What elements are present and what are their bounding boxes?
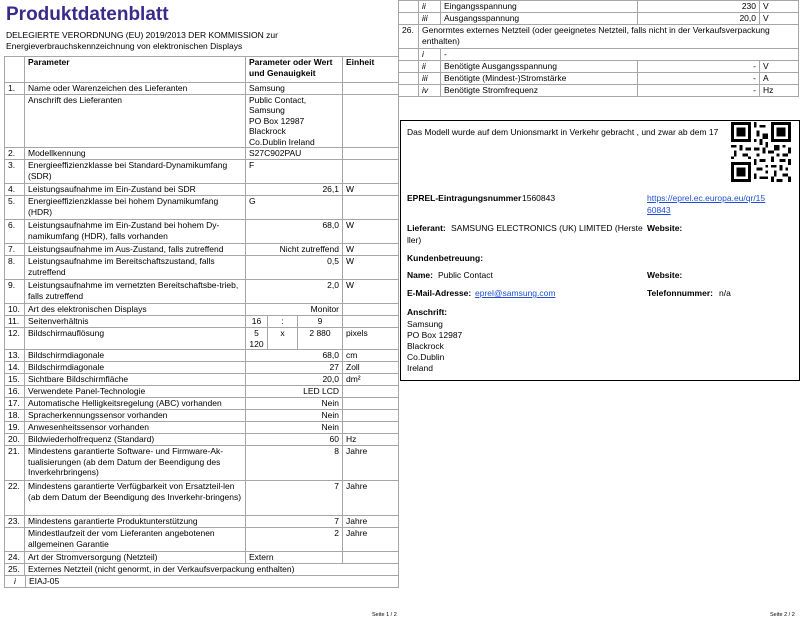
- row-label: Bildschirmdiagonale: [25, 362, 246, 374]
- row-value: Extern: [246, 552, 343, 564]
- row-number: 3.: [5, 160, 25, 184]
- table-row: [5, 481, 399, 516]
- row-label: Automatische Helligkeitsregelung (ABC) vorhanden: [25, 398, 246, 410]
- contact-name-label: Name:: [407, 270, 433, 280]
- row-label: Anwesenheitssensor vorhanden: [25, 422, 246, 434]
- row-unit: V: [760, 1, 799, 13]
- table-row: [5, 316, 399, 328]
- table-row: [5, 244, 399, 256]
- address-line: Ireland: [407, 363, 433, 373]
- row-value: F: [246, 160, 343, 184]
- row-value: 20,0: [638, 13, 760, 25]
- row-number: 9.: [5, 280, 25, 304]
- eprel-link[interactable]: https://eprel.ec.europa.eu/qr/15: [647, 193, 766, 203]
- regulation-text: DELEGIERTE VERORDNUNG (EU) 2019/2013 DER KOMMISSION zur Energieverbrauchskennzeichnung von elektronischen Displays: [6, 30, 278, 51]
- eprel-label: EPREL-Eintragungsnummer: [407, 193, 522, 203]
- row-value: Nicht zutreffend: [246, 244, 343, 256]
- header-param: Parameter: [25, 57, 246, 83]
- page-number: Seite 1 / 2: [372, 612, 397, 618]
- row-number: 18.: [5, 410, 25, 422]
- email-label: E-Mail-Adresse:: [407, 288, 472, 298]
- table-row: [5, 398, 399, 410]
- row-label: Benötigte Stromfrequenz: [441, 85, 638, 97]
- row-unit: cm: [343, 350, 399, 362]
- row-value: 7: [246, 516, 343, 528]
- row-value: Nein: [246, 398, 343, 410]
- table-row: [5, 552, 399, 564]
- row-number: 25.: [5, 564, 25, 576]
- table-row: [5, 148, 399, 160]
- row-value: 2,0: [246, 280, 343, 304]
- row-value: S27C902PAU: [246, 148, 343, 160]
- row-unit: W: [343, 220, 399, 244]
- row-value: LED LCD: [246, 386, 343, 398]
- table-header-row: [5, 57, 399, 83]
- row-number: 20.: [5, 434, 25, 446]
- row-label: Ausgangsspannung: [441, 13, 638, 25]
- row-value: 26,1: [246, 184, 343, 196]
- row-label: Spracherkennungssensor vorhanden: [25, 410, 246, 422]
- supplier-label: Lieferant:: [407, 223, 446, 233]
- table-row: [5, 410, 399, 422]
- page-number: Seite 2 / 2: [770, 612, 795, 618]
- sub-row-table: [5, 576, 398, 587]
- address-line: Co.Dublin Ireland: [249, 136, 315, 147]
- row-value: [246, 94, 343, 148]
- table-row: [5, 256, 399, 280]
- row-value: 68,0: [246, 220, 343, 244]
- email-link[interactable]: eprel@samsung.com: [475, 288, 556, 298]
- supplier-name: SAMSUNG ELECTRONICS (UK) LIMITED (Herste: [451, 223, 643, 233]
- row-number: 19.: [5, 422, 25, 434]
- aspect-separator: :: [268, 316, 298, 328]
- row-value: -: [638, 73, 760, 85]
- row-label: Art der Stromversorgung (Netzteil): [25, 552, 246, 564]
- row-unit: dm²: [343, 374, 399, 386]
- contact-name: Public Contact: [438, 270, 493, 280]
- row-unit: W: [343, 244, 399, 256]
- row-label: Benötigte Ausgangsspannung: [441, 61, 638, 73]
- row-number: 10.: [5, 304, 25, 316]
- row-label: Leistungsaufnahme im Bereitschaftszustand, falls zutreffend: [25, 256, 246, 280]
- row-number: 5.: [5, 196, 25, 220]
- row-number: 26.: [399, 25, 419, 49]
- row-value: EIAJ-05: [29, 576, 60, 586]
- market-intro: Das Modell wurde auf dem Unionsmarkt in Verkehr gebracht , und zwar ab dem 17: [407, 127, 719, 137]
- row-label: Externes Netzteil (nicht genormt, in der Verkaufsverpackung enthalten): [25, 564, 399, 576]
- row-unit: Jahre: [343, 528, 399, 552]
- row-number: 11.: [5, 316, 25, 328]
- row-unit: Jahre: [343, 446, 399, 481]
- table-row: [5, 83, 399, 95]
- row-label: Benötigte (Mindest-)Stromstärke: [441, 73, 638, 85]
- table-row: [399, 1, 799, 13]
- table-row: [399, 85, 799, 97]
- table-row: [5, 434, 399, 446]
- row-label: Leistungsaufnahme im Ein-Zustand bei SDR: [25, 184, 246, 196]
- table-row: [5, 350, 399, 362]
- row-value: 27: [246, 362, 343, 374]
- address-line: PO Box 12987: [407, 330, 463, 340]
- roman-numeral: iv: [419, 85, 441, 97]
- roman-numeral: iii: [419, 73, 441, 85]
- row-label: Name oder Warenzeichen des Lieferanten: [25, 83, 246, 95]
- row-unit: W: [343, 280, 399, 304]
- row-number: 15.: [5, 374, 25, 386]
- header-value: Parameter oder Wert und Genauigkeit: [246, 57, 343, 83]
- phone-label: Telefonnummer:: [647, 288, 713, 298]
- row-number: 16.: [5, 386, 25, 398]
- resolution-height: 2 880: [298, 328, 343, 350]
- row-label: Mindestlaufzeit der vom Lieferanten angebotenen allgemeinen Garantie: [25, 528, 246, 552]
- page-title: Produktdatenblatt: [6, 4, 169, 25]
- resolution-separator: x: [268, 328, 298, 350]
- row-value: Nein: [246, 422, 343, 434]
- table-row: [5, 304, 399, 316]
- table-row: [5, 564, 399, 576]
- row-label: Anschrift des Lieferanten: [25, 94, 246, 148]
- row-value: G: [246, 196, 343, 220]
- roman-numeral: iii: [419, 13, 441, 25]
- row-number: 13.: [5, 350, 25, 362]
- row-unit: V: [760, 13, 799, 25]
- row-unit: Zoll: [343, 362, 399, 374]
- contact-website-label: Website:: [647, 270, 683, 280]
- row-value: 60: [246, 434, 343, 446]
- row-label: Leistungsaufnahme im Ein-Zustand bei hohem Dy-namikumfang (HDR), falls vorhanden: [25, 220, 246, 244]
- phone-value: n/a: [719, 288, 731, 298]
- row-value: -: [638, 61, 760, 73]
- roman-numeral: ii: [419, 1, 441, 13]
- row-unit: Hz: [343, 434, 399, 446]
- table-row: [5, 362, 399, 374]
- table-row: [399, 49, 799, 61]
- table-row: [5, 374, 399, 386]
- row-label: Energieeffizienzklasse bei Standard-Dynamikumfang (SDR): [25, 160, 246, 184]
- row-label: Art des elektronischen Displays: [25, 304, 246, 316]
- aspect-width: 16: [246, 316, 268, 328]
- row-number: 17.: [5, 398, 25, 410]
- row-label: Leistungsaufnahme im vernetzten Bereitschaftsbe-trieb, falls zutreffend: [25, 280, 246, 304]
- row-unit: W: [343, 184, 399, 196]
- row-unit: Jahre: [343, 481, 399, 516]
- row-value: -: [638, 85, 760, 97]
- eprel-link-continued[interactable]: 60843: [647, 205, 671, 215]
- row-value: Monitor: [246, 304, 343, 316]
- row-label: Bildschirmdiagonale: [25, 350, 246, 362]
- product-data-table: [4, 56, 399, 588]
- table-row: [5, 516, 399, 528]
- row-number: 24.: [5, 552, 25, 564]
- supplier-name-continued: ller): [407, 235, 422, 245]
- row-value: Samsung: [246, 83, 343, 95]
- table-row: [5, 528, 399, 552]
- row-unit: Jahre: [343, 516, 399, 528]
- row-label: Bildwiederholfrequenz (Standard): [25, 434, 246, 446]
- row-value: -: [441, 49, 799, 61]
- table-row: [5, 386, 399, 398]
- resolution-width: 5 120: [246, 328, 268, 350]
- table-row: [5, 422, 399, 434]
- row-number: 12.: [5, 328, 25, 350]
- row-label: Mindestens garantierte Software- und Firmware-Ak-tualisierungen (ab dem Datum der Beendigung des Inverkehrbringens): [25, 446, 246, 481]
- roman-numeral: i: [5, 576, 26, 587]
- table-row: [5, 576, 399, 588]
- row-unit: pixels: [343, 328, 399, 350]
- row-label: Leistungsaufnahme im Aus-Zustand, falls zutreffend: [25, 244, 246, 256]
- row-value: 8: [246, 446, 343, 481]
- customer-service-label: Kundenbetreuung:: [407, 253, 484, 263]
- row-value: 7: [246, 481, 343, 516]
- eprel-number: 1560843: [522, 193, 556, 203]
- table-row: [5, 160, 399, 184]
- row-label: Eingangsspannung: [441, 1, 638, 13]
- row-label: Modellkennung: [25, 148, 246, 160]
- address-line: PO Box 12987 Blackrock: [249, 115, 305, 136]
- header-unit: Einheit: [343, 57, 399, 83]
- address-line: Co.Dublin: [407, 352, 445, 362]
- row-label: Bildschirmauflösung: [25, 328, 246, 350]
- aspect-height: 9: [298, 316, 343, 328]
- table-row: [5, 184, 399, 196]
- row-label: Mindestens garantierte Produktunterstützung: [25, 516, 246, 528]
- row-label: Energieeffizienzklasse bei hohem Dynamikumfang (HDR): [25, 196, 246, 220]
- row-value: 2: [246, 528, 343, 552]
- row-number: 7.: [5, 244, 25, 256]
- address-line: Blackrock: [407, 341, 444, 351]
- table-row: [399, 13, 799, 25]
- row-label: Sichtbare Bildschirmfläche: [25, 374, 246, 386]
- address-label: Anschrift:: [407, 307, 448, 317]
- table-row: [5, 220, 399, 244]
- row-number: 22.: [5, 481, 25, 516]
- table-row: [5, 328, 399, 350]
- row-number: 2.: [5, 148, 25, 160]
- row-number: 4.: [5, 184, 25, 196]
- table-row: [399, 61, 799, 73]
- row-label: Mindestens garantierte Verfügbarkeit von Ersatzteil-len (ab dem Datum der Beendigung des Inverkehr-bringens): [25, 481, 246, 516]
- power-supply-table: [398, 0, 799, 97]
- row-value: 68,0: [246, 350, 343, 362]
- row-number: 1.: [5, 83, 25, 95]
- row-unit: Hz: [760, 85, 799, 97]
- supplier-website-label: Website:: [647, 223, 683, 233]
- row-value: Nein: [246, 410, 343, 422]
- table-row: [5, 94, 399, 148]
- address-line: Samsung: [407, 319, 443, 329]
- row-number: 6.: [5, 220, 25, 244]
- row-label: Seitenverhältnis: [25, 316, 246, 328]
- qr-code-icon: [731, 122, 791, 182]
- address-line: Public Contact, Samsung: [249, 94, 307, 115]
- row-value: 20,0: [246, 374, 343, 386]
- row-unit: V: [760, 61, 799, 73]
- row-number: 8.: [5, 256, 25, 280]
- row-number: 23.: [5, 516, 25, 528]
- row-number: 14.: [5, 362, 25, 374]
- roman-numeral: i: [419, 49, 441, 61]
- row-value: 230: [638, 1, 760, 13]
- row-label: Verwendete Panel-Technologie: [25, 386, 246, 398]
- table-row: [5, 280, 399, 304]
- row-unit: A: [760, 73, 799, 85]
- table-row: [5, 446, 399, 481]
- row-value: 0,5: [246, 256, 343, 280]
- row-number: 21.: [5, 446, 25, 481]
- row-unit: W: [343, 256, 399, 280]
- row-label: Genormtes externes Netzteil (oder geeignetes Netzteil, falls nicht in der Verkaufsverpackung enthalten): [419, 25, 799, 49]
- table-row: [399, 73, 799, 85]
- table-row: [5, 196, 399, 220]
- table-row: [399, 25, 799, 49]
- roman-numeral: ii: [419, 61, 441, 73]
